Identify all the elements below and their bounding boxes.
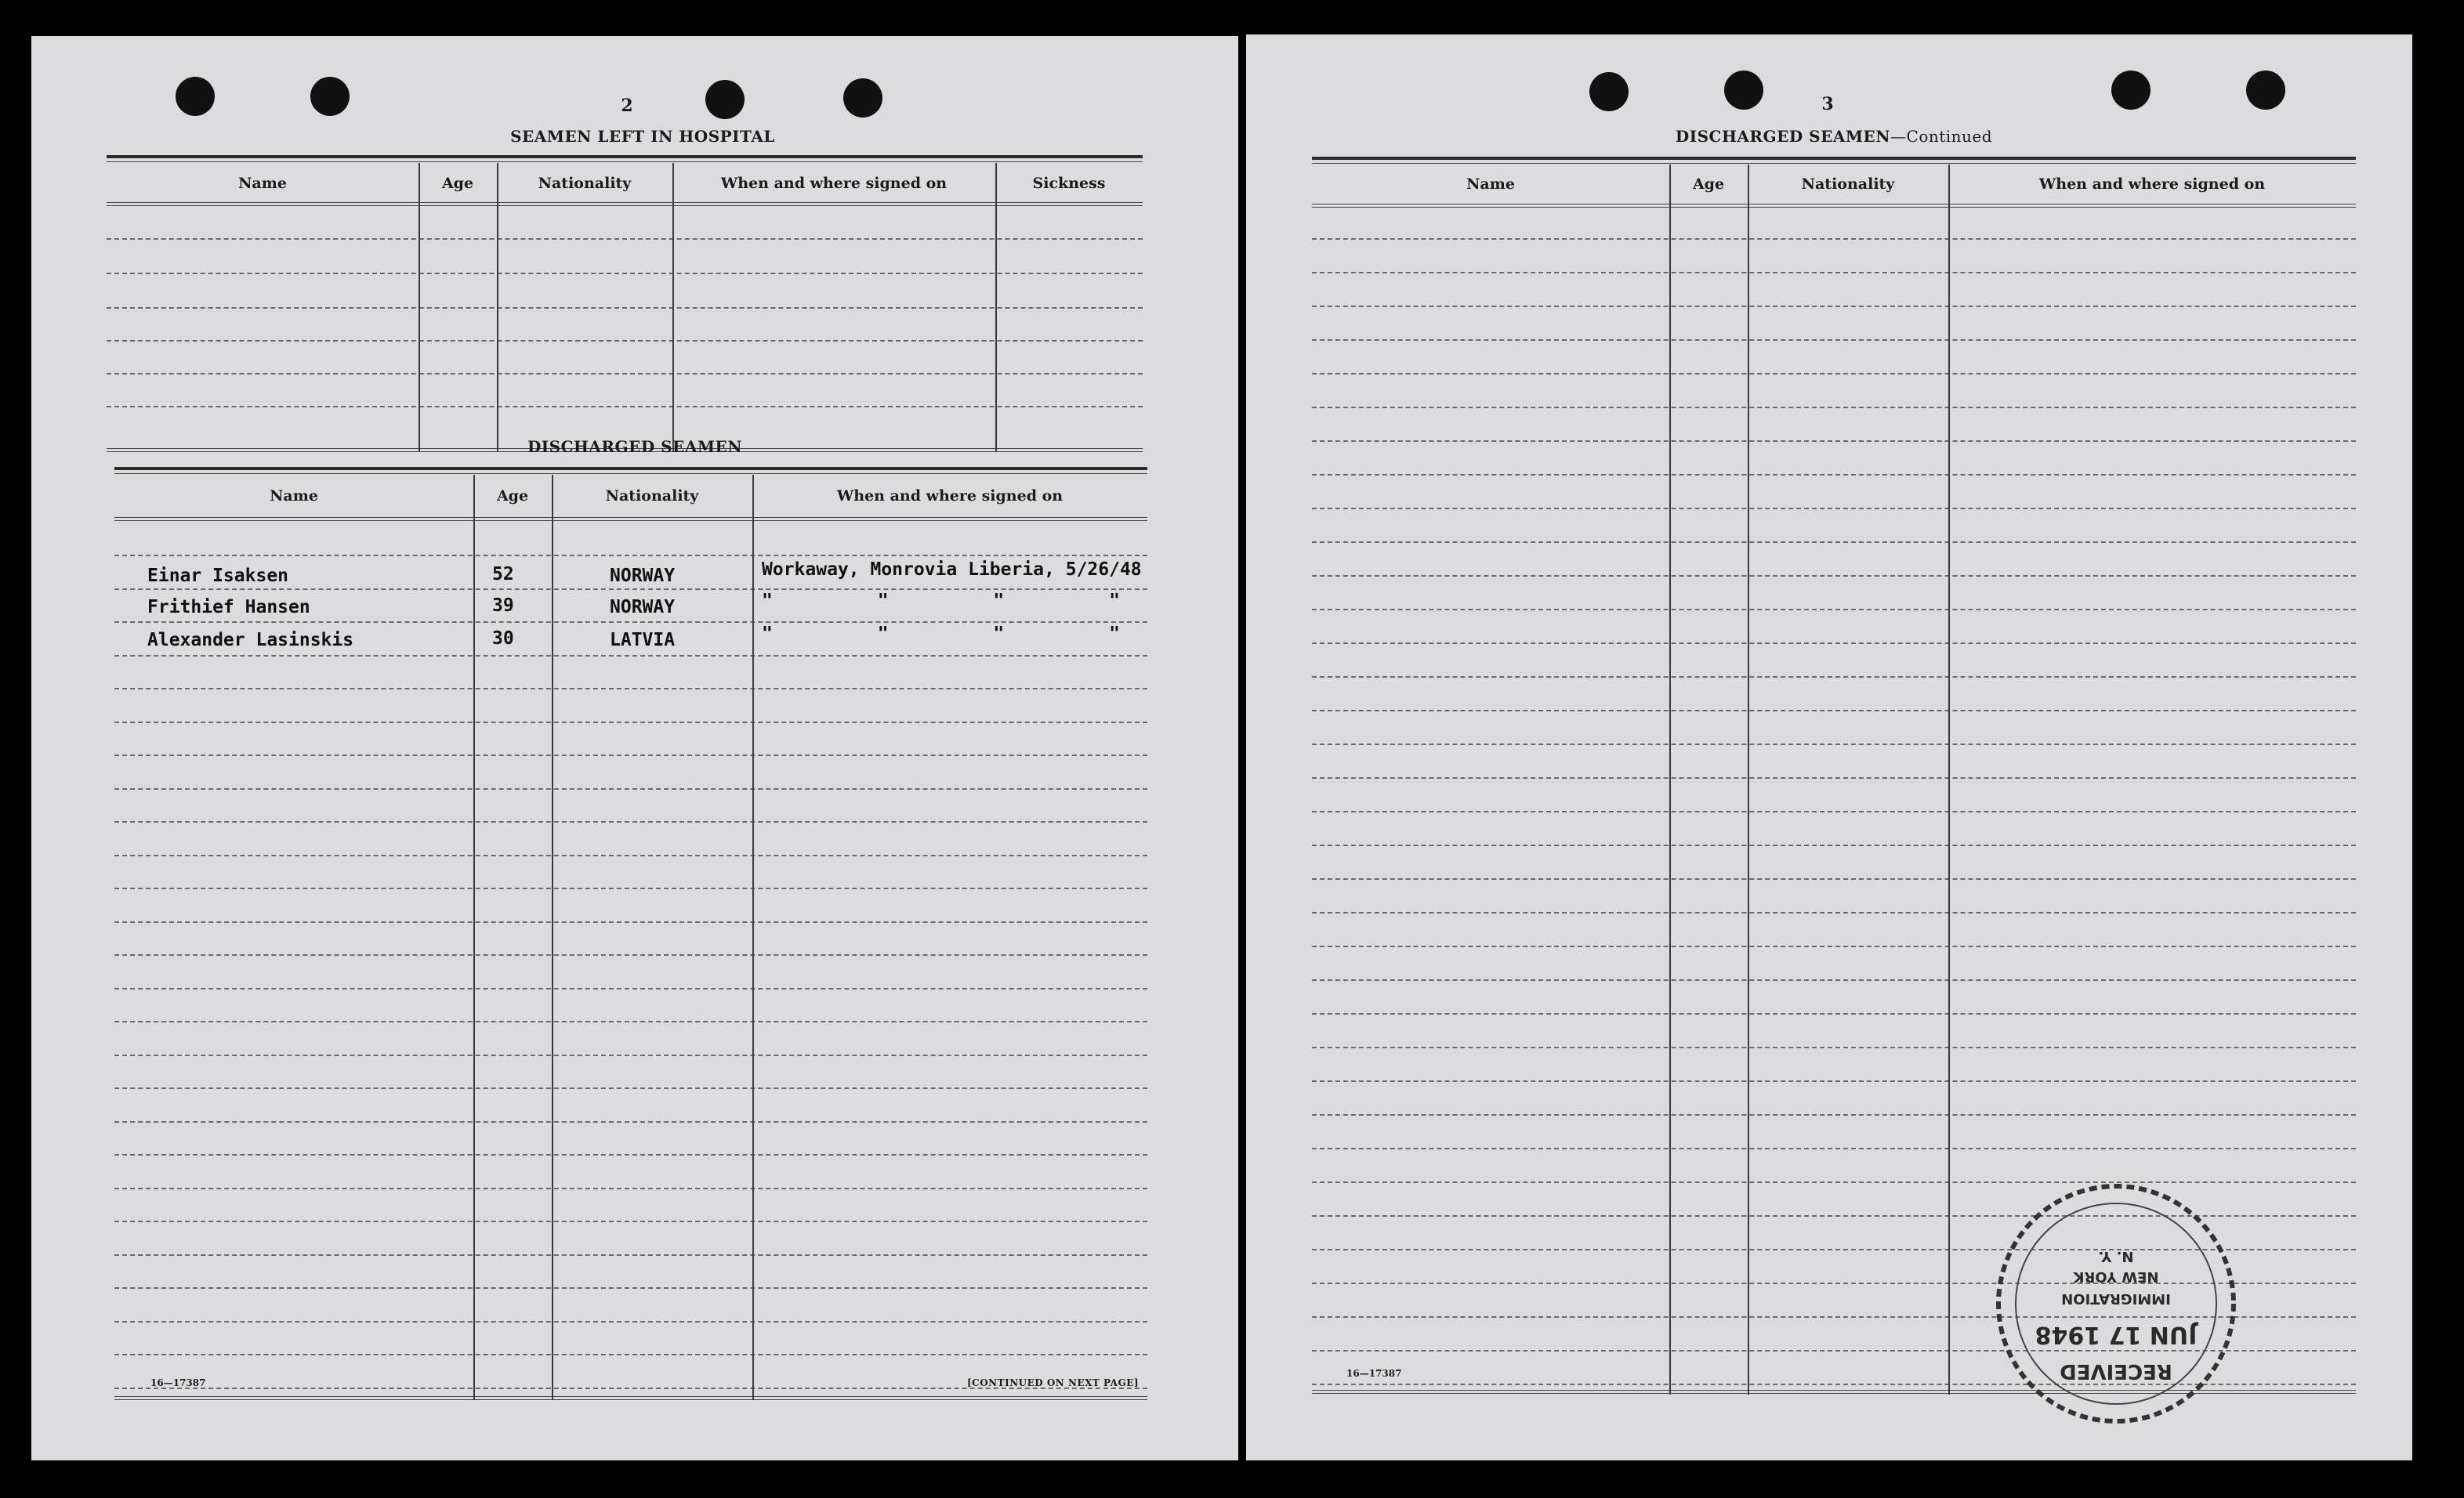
ruled-line [1312, 1114, 2356, 1116]
punch-hole [2246, 71, 2285, 110]
hospital-table [107, 155, 1143, 456]
ruled-line [1312, 946, 2356, 947]
ruled-line [1312, 744, 2356, 745]
seaman-age: 39 [492, 595, 514, 616]
col-header-nationality: Nationality [538, 175, 632, 192]
stamp-line-state: N. Y. [2098, 1248, 2134, 1265]
ruled-line [114, 722, 1147, 723]
form-code: 16—17387 [1346, 1368, 1402, 1379]
ruled-line [1312, 1047, 2356, 1048]
punch-hole [1589, 72, 1629, 111]
ruled-line [1312, 373, 2356, 374]
ruled-line [1312, 272, 2356, 273]
seaman-signed-on: " " " " [762, 591, 1120, 611]
ruled-line [1312, 642, 2356, 644]
col-header-name: Name [238, 175, 287, 192]
col-header-name: Name [270, 487, 318, 505]
ruled-line [1312, 979, 2356, 981]
continued-note: [CONTINUED ON NEXT PAGE] [967, 1377, 1140, 1388]
seaman-age: 52 [492, 564, 514, 584]
title-main: DISCHARGED SEAMEN [1675, 127, 1891, 146]
ruled-line [1312, 710, 2356, 711]
discharged-table [114, 467, 1147, 1407]
col-header-sickness: Sickness [1032, 175, 1106, 192]
seaman-signed-on: Workaway, Monrovia Liberia, 5/26/48 [762, 559, 1142, 580]
ruled-line [114, 1121, 1147, 1123]
col-header-signed-on: When and where signed on [2038, 175, 2266, 193]
seaman-age: 30 [492, 628, 514, 649]
ruled-line [1312, 676, 2356, 678]
ruled-line [1312, 541, 2356, 543]
ruled-line [114, 855, 1147, 856]
col-header-signed-on: When and where signed on [836, 487, 1064, 505]
ruled-line [114, 621, 1147, 623]
col-header-age: Age [496, 487, 529, 505]
punch-hole [705, 80, 745, 119]
title-continued: —Continued [1890, 127, 1993, 146]
ruled-line [1312, 912, 2356, 914]
ruled-line [114, 754, 1147, 756]
punch-hole [2111, 71, 2151, 110]
ruled-line [114, 588, 1147, 590]
seaman-name: Einar Isaksen [147, 566, 289, 586]
ruled-line [1312, 845, 2356, 846]
ruled-line [1312, 474, 2356, 476]
ruled-line [1312, 1080, 2356, 1082]
seaman-name: Frithief Hansen [147, 597, 310, 617]
col-header-nationality: Nationality [605, 487, 699, 505]
ruled-line [114, 1188, 1147, 1189]
ruled-line [1312, 238, 2356, 240]
ruled-line [114, 954, 1147, 956]
ruled-line [1312, 339, 2356, 341]
stamp-line-immigration: IMMIGRATION [2061, 1290, 2171, 1307]
ruled-line [114, 1021, 1147, 1022]
col-header-nationality: Nationality [1801, 175, 1895, 193]
ruled-line [1312, 440, 2356, 442]
hospital-section-title: SEAMEN LEFT IN HOSPITAL [510, 127, 775, 146]
ruled-line [114, 655, 1147, 657]
page-number: 3 [1821, 94, 1834, 114]
ruled-line [1312, 1148, 2356, 1149]
ruled-line [114, 1354, 1147, 1355]
ruled-line [114, 1154, 1147, 1156]
stamp-line-city: NEW YORK [2073, 1268, 2159, 1285]
ruled-line [1312, 811, 2356, 812]
ruled-line [114, 1221, 1147, 1222]
ruled-line [114, 1055, 1147, 1056]
ruled-line [1312, 407, 2356, 408]
ruled-line [1312, 508, 2356, 509]
col-header-name: Name [1466, 175, 1515, 193]
punch-hole [843, 78, 882, 118]
ruled-line [1312, 609, 2356, 610]
ruled-line [1312, 306, 2356, 307]
ruled-line [114, 688, 1147, 689]
col-header-age: Age [441, 175, 474, 192]
right-page [1246, 34, 2412, 1460]
form-code: 16—17387 [150, 1377, 206, 1388]
ruled-line [114, 1287, 1147, 1289]
seaman-name: Alexander Lasinskis [147, 630, 354, 650]
col-header-signed-on: When and where signed on [720, 175, 948, 192]
ruled-line [114, 1254, 1147, 1256]
col-header-age: Age [1692, 175, 1725, 193]
discharged-continued-title [1583, 127, 2085, 146]
seaman-nationality: NORWAY [610, 566, 676, 586]
punch-hole [1724, 71, 1763, 110]
seaman-nationality: NORWAY [610, 597, 676, 617]
page-number: 2 [621, 96, 633, 116]
ruled-line [114, 1087, 1147, 1089]
ruled-line [114, 1321, 1147, 1323]
ruled-line [1312, 878, 2356, 880]
discharged-section-title: DISCHARGED SEAMEN [527, 437, 743, 456]
punch-hole [310, 77, 350, 116]
stamp-line-date: JUN 17 1948 [2035, 1321, 2198, 1348]
ruled-line [114, 988, 1147, 990]
ruled-line [114, 821, 1147, 823]
ruled-line [114, 921, 1147, 923]
seaman-signed-on: " " " " [762, 624, 1120, 644]
seaman-nationality: LATVIA [610, 630, 676, 650]
stamp-line-received: RECEIVED [2060, 1359, 2172, 1383]
received-stamp [1983, 1171, 2249, 1437]
punch-hole [176, 77, 215, 116]
ruled-line [114, 788, 1147, 790]
ruled-line [1312, 1013, 2356, 1015]
ruled-line [1312, 575, 2356, 577]
left-page [31, 36, 1238, 1460]
ruled-line [114, 555, 1147, 556]
ruled-line [1312, 777, 2356, 779]
ruled-line [114, 888, 1147, 889]
